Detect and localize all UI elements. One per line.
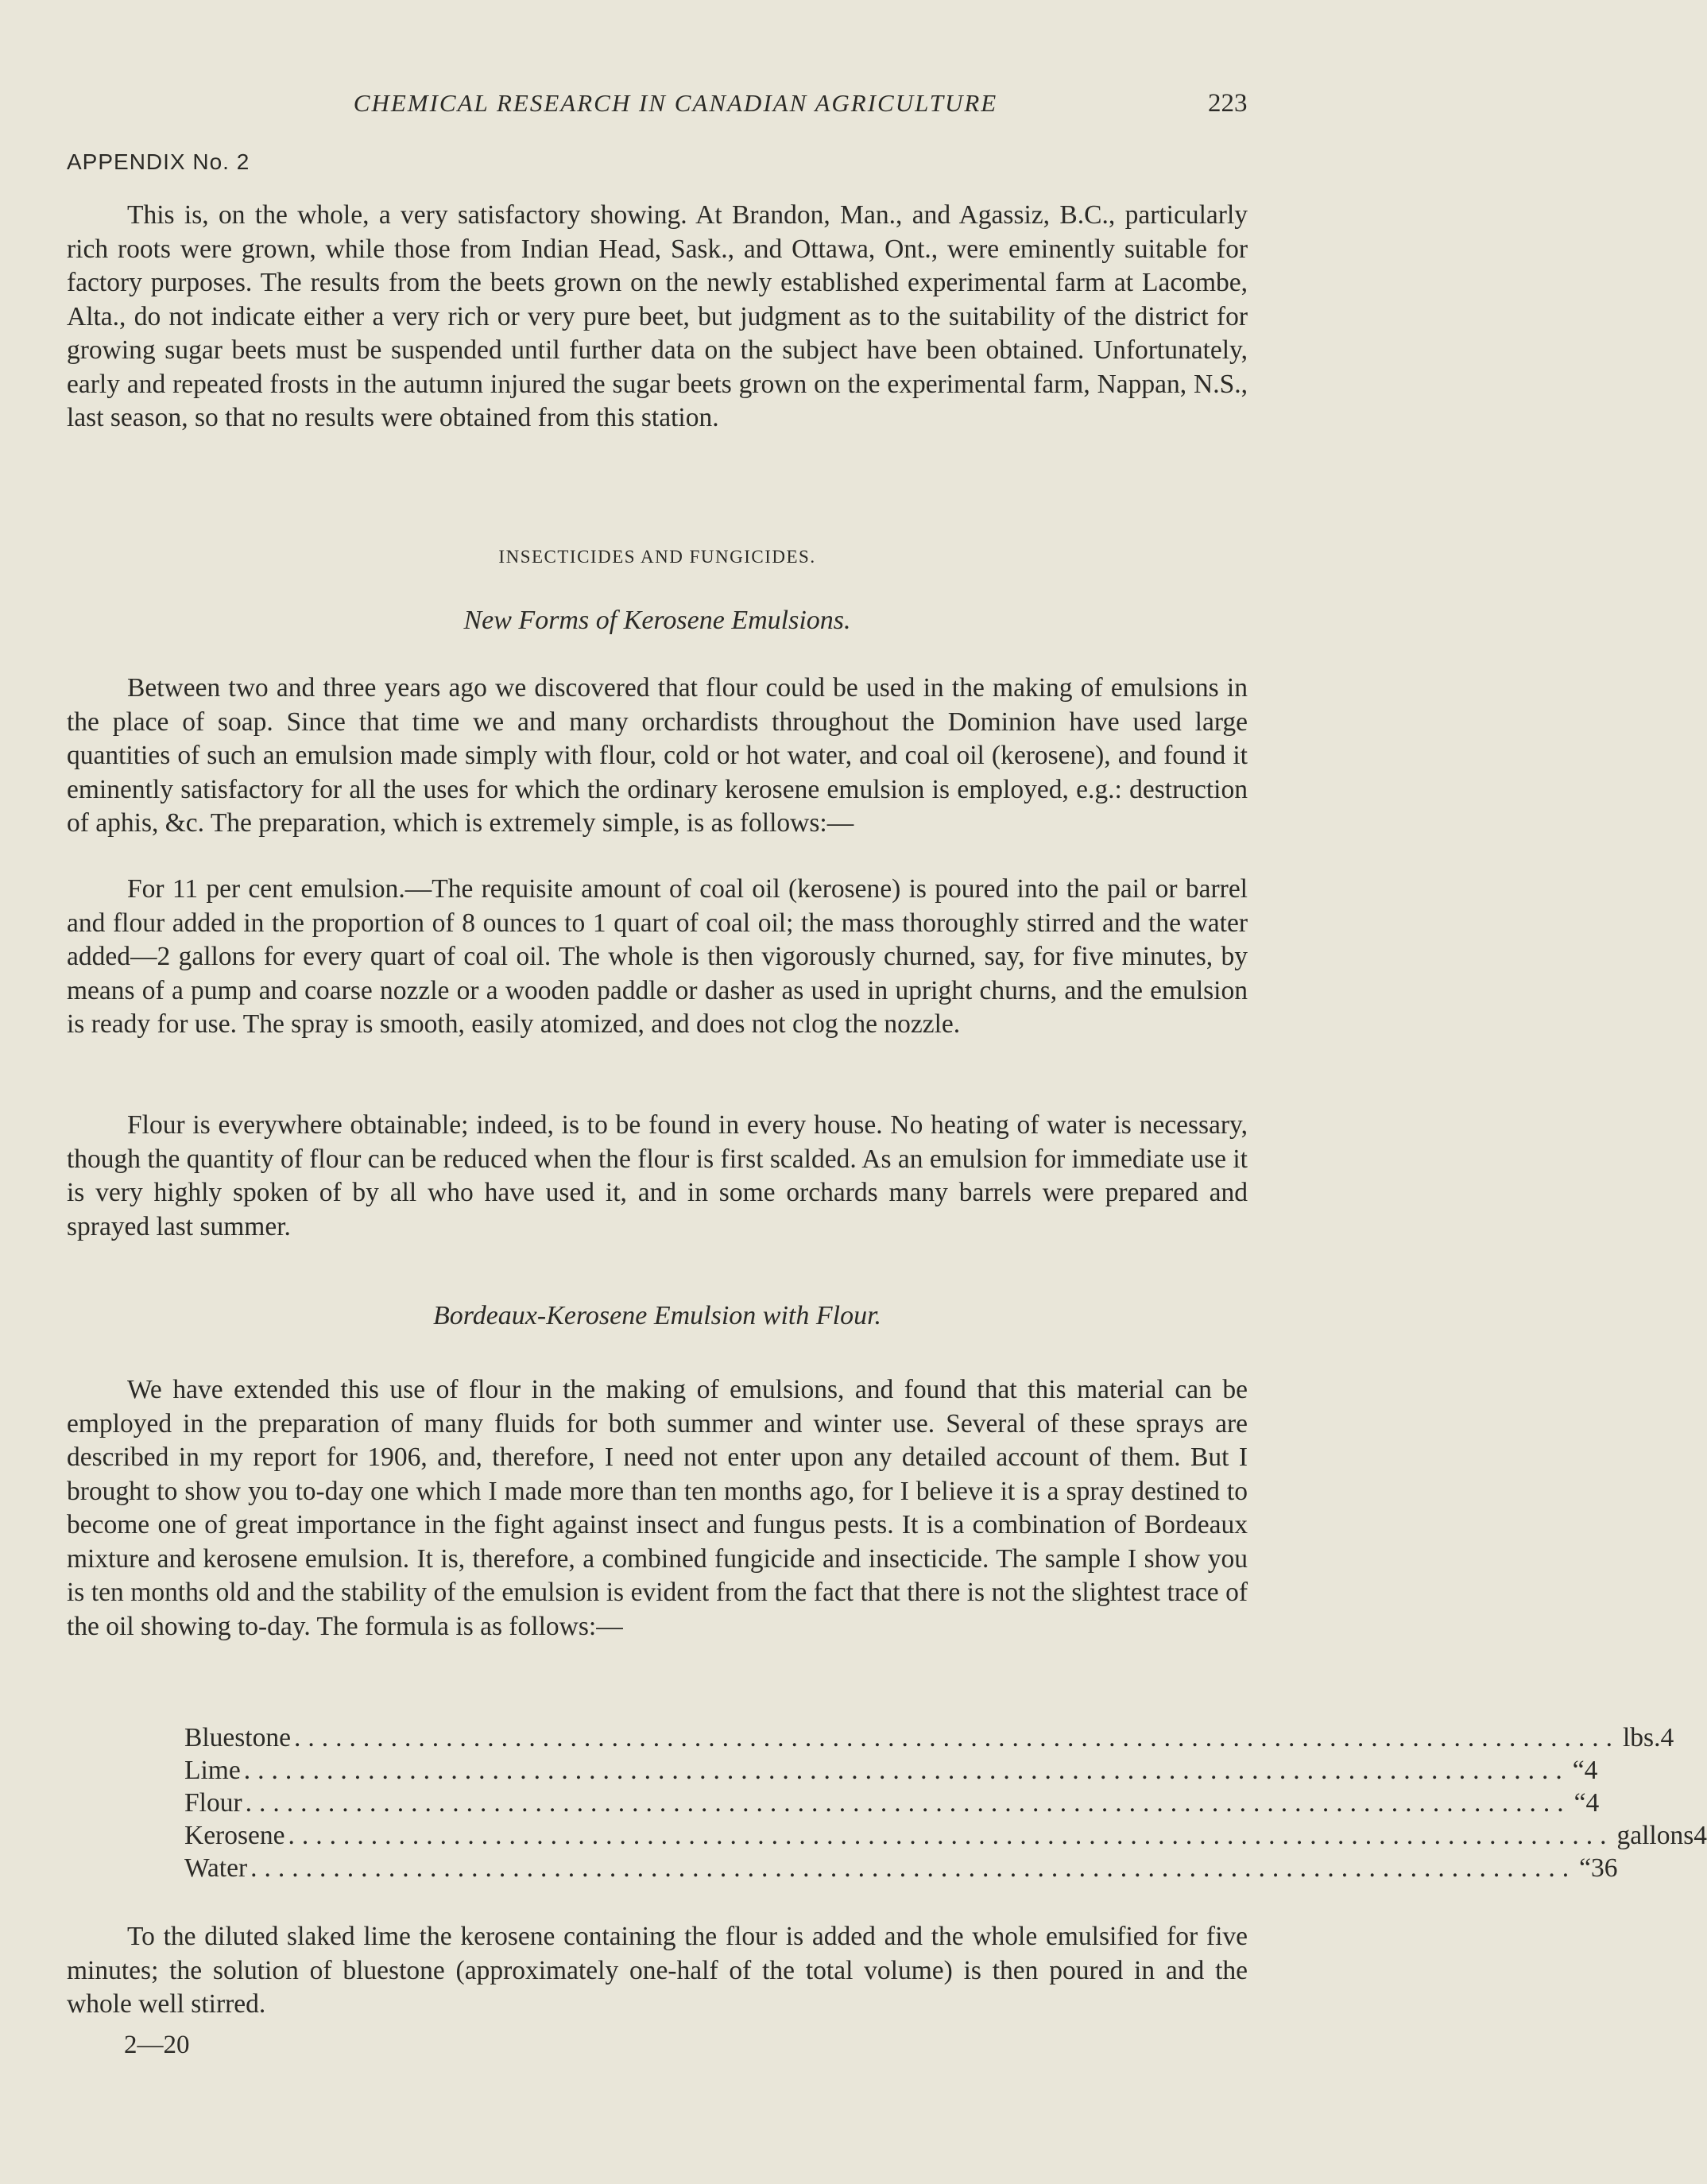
formula-row bbox=[184, 1756, 1598, 1788]
paragraph-closing: To the diluted slaked lime the kerosene containing the flour is added and the whole emulsified for five minutes; the solution of bluestone (approximately one-half of the total volume) is then poured in and the whole well stirred. bbox=[67, 1922, 1248, 2019]
appendix-label: APPENDIX No. 2 bbox=[67, 149, 250, 174]
running-title: CHEMICAL RESEARCH IN CANADIAN AGRICULTURE bbox=[353, 89, 998, 117]
leader-dots: ................................................................................................ bbox=[293, 1723, 1620, 1752]
leader-dots: ................................................................................................ bbox=[245, 1788, 1571, 1818]
paragraph-flour-discovery: Between two and three years ago we discovered that flour could be used in the making of emulsions in the place of soap. Since that time we and many orchardists throughout the Dominion have used large quantities of such an emulsion made simply with flour, cold or hot water, and coal oil (kerosene), and found it eminently satisfactory for all the uses for which the ordinary kerosene emulsion is employed, e.g.: destruction of aphis, &c. The preparation, which is extremely simple, is as follows:— bbox=[67, 673, 1248, 838]
formula-list bbox=[184, 1723, 1707, 1886]
paragraph-bordeaux: We have extended this use of flour in the making of emulsions, and found that this material can be employed in the preparation of many fluids for both summer and winter use. Several of these sprays are described in my report for 1906, and, therefore, I need not enter upon any detailed account of them. But I brought to show you to-day one which I made more than ten months ago, for I believe it is a spray destined to become one of great importance in the fight against insect and fungus pests. It is a combination of Bordeaux mixture and kerosene emulsion. It is, therefore, a combined fungicide and insecticide. The sample I show you is ten months old and the stability of the emulsion is evident from the fact that there is not the slightest trace of the oil showing to-day. The formula is as follows:— bbox=[67, 1375, 1248, 1641]
formula-unit: “ bbox=[1579, 1853, 1592, 1883]
formula-ingredient: Lime bbox=[184, 1756, 241, 1785]
leader-dots: ................................................................................................ bbox=[250, 1853, 1577, 1883]
formula-ingredient: Flour bbox=[184, 1788, 242, 1818]
subsection-title-bordeaux-kerosene: Bordeaux-Kerosene Emulsion with Flour. bbox=[432, 1301, 882, 1330]
formula-ingredient: Kerosene bbox=[184, 1821, 285, 1850]
formula-quantity: 4 bbox=[1693, 1821, 1707, 1850]
formula-quantity: 4 bbox=[1584, 1756, 1598, 1785]
formula-row bbox=[184, 1723, 1674, 1756]
formula-quantity: 4 bbox=[1585, 1788, 1600, 1818]
page-number: 223 bbox=[1208, 89, 1248, 118]
paragraph-flour-availability: Flour is everywhere obtainable; indeed, is to be found in every house. No heating of water is necessary, though the quantity of flour can be reduced when the flour is first scalded. As an emulsion for immediate use it is very highly spoken of by all who have used it, and in some orchards many barrels were prepared and sprayed last summer. bbox=[67, 1110, 1248, 1241]
formula-unit: “ bbox=[1573, 1788, 1586, 1818]
formula-ingredient: Bluestone bbox=[184, 1723, 291, 1752]
formula-row bbox=[184, 1788, 1600, 1821]
formula-unit: gallons bbox=[1616, 1821, 1694, 1850]
paragraph-preparation: For 11 per cent emulsion.—The requisite amount of coal oil (kerosene) is poured into the pail or barrel and flour added in the proportion of 8 ounces to 1 quart of coal oil; the mass thoroughly stirred and the water added—2 gallons for every quart of coal oil. The whole is then vigorously churned, say, for five minutes, by means of a pump and coarse nozzle or a wooden paddle or dasher as used in upright churns, and the emulsion is ready for use. The spray is smooth, easily atomized, and does not clog the nozzle. bbox=[67, 874, 1248, 1039]
leader-dots: ................................................................................................ bbox=[243, 1756, 1570, 1785]
leader-dots: ................................................................................................ bbox=[288, 1821, 1614, 1850]
formula-quantity: 4 bbox=[1660, 1723, 1674, 1752]
section-heading: INSECTICIDES AND FUNGICIDES. bbox=[498, 547, 816, 567]
formula-row bbox=[184, 1853, 1618, 1886]
subsection-title-kerosene-emulsions: New Forms of Kerosene Emulsions. bbox=[463, 606, 851, 635]
formula-row bbox=[184, 1821, 1707, 1853]
signature-mark: 2—20 bbox=[124, 2031, 190, 2059]
intro-paragraph: This is, on the whole, a very satisfactory showing. At Brandon, Man., and Agassiz, B.C., particularly rich roots were grown, while those from Indian Head, Sask., and Ottawa, Ont., were eminently suitable for factory purposes. The results from the beets grown on the newly established experimental farm at Lacombe, Alta., do not indicate either a very rich or very pure beet, but judgment as to the suitability of the district for growing sugar beets must be suspended until further data on the subject have been obtained. Unfortunately, early and repeated frosts in the autumn injured the sugar beets grown on the experimental farm, Nappan, N.S., last season, so that no results were obtained from this station. bbox=[67, 200, 1248, 432]
formula-unit: lbs. bbox=[1622, 1723, 1661, 1752]
formula-ingredient: Water bbox=[184, 1853, 248, 1883]
formula-unit: “ bbox=[1572, 1756, 1585, 1785]
formula-quantity: 36 bbox=[1591, 1853, 1618, 1883]
